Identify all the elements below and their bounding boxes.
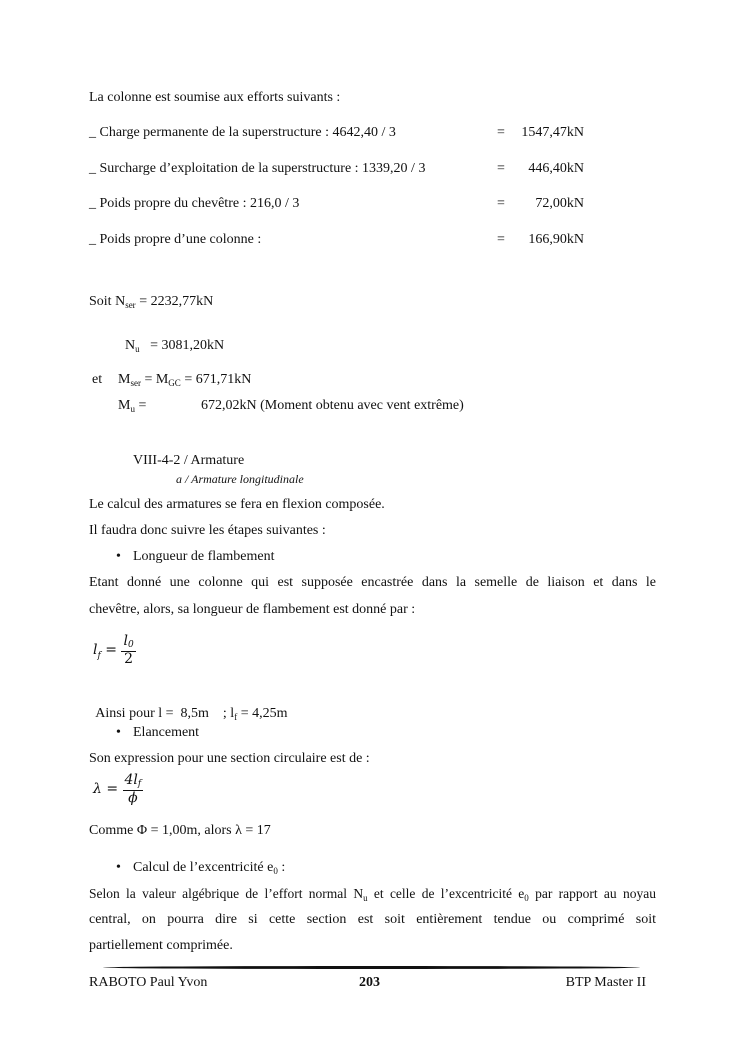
formula-lhs-sub: f bbox=[97, 651, 101, 661]
footer-author: RABOTO Paul Yvon bbox=[89, 975, 208, 990]
nser-value: = 2232,77kN bbox=[135, 294, 214, 309]
mu-m: M bbox=[118, 398, 131, 413]
ainsi-line bbox=[89, 687, 288, 723]
formula-num-sub: 0 bbox=[127, 639, 134, 650]
p5-b: et celle de l’excentricité e bbox=[367, 886, 525, 901]
p5-a: Selon la valeur algébrique de l’effort normal N bbox=[89, 886, 364, 901]
mser-m: M bbox=[118, 372, 131, 387]
paragraph-line: central, on pourra dire si cette section est soit entièrement tendue ou comprimé soit bbox=[89, 912, 656, 927]
formula2-num-sub: f bbox=[137, 778, 142, 789]
load-label: _ Poids propre d’une colonne : bbox=[89, 232, 262, 247]
paragraph-line: partiellement comprimée. bbox=[89, 938, 233, 953]
load-eq: = bbox=[497, 232, 505, 247]
ainsi-b: = 4,25m bbox=[237, 706, 288, 721]
bullet-icon: • bbox=[116, 860, 121, 875]
load-label: _ Surcharge d’exploitation de la superstructure : 1339,20 / 3 bbox=[89, 161, 426, 176]
formula-fraction bbox=[121, 634, 135, 667]
mser-mid: = M bbox=[140, 372, 169, 387]
load-value: 72,00kN bbox=[535, 196, 584, 211]
formula2-denominator: ϕ bbox=[128, 789, 138, 806]
p5-c: par rapport au noyau bbox=[528, 886, 656, 901]
formula-denominator: 2 bbox=[124, 650, 134, 667]
mser-value: = 671,71kN bbox=[180, 372, 252, 387]
mu-eq: = bbox=[134, 398, 147, 413]
paragraph-line bbox=[89, 885, 656, 904]
ainsi-sub: f bbox=[234, 712, 238, 722]
mu-value: 672,02kN (Moment obtenu avec vent extrême) bbox=[201, 398, 464, 413]
nser-prefix: Soit N bbox=[89, 294, 126, 309]
formula-lambda bbox=[93, 772, 143, 806]
bullet-icon: • bbox=[116, 549, 121, 564]
nu-prefix: N bbox=[125, 338, 136, 353]
mgc-sub: GC bbox=[168, 378, 181, 388]
paragraph: Son expression pour une section circulaire est de : bbox=[89, 751, 370, 766]
formula-numerator bbox=[121, 634, 135, 652]
intro-text: La colonne est soumise aux efforts suivants : bbox=[89, 90, 341, 105]
paragraph: Comme Φ = 1,00m, alors λ = 17 bbox=[89, 823, 271, 838]
subsection-title: a / Armature longitudinale bbox=[176, 472, 304, 486]
load-label: _ Poids propre du chevêtre : 216,0 / 3 bbox=[89, 196, 300, 211]
formula-lhs: l bbox=[93, 642, 98, 658]
nu-line bbox=[118, 319, 224, 355]
bullet-icon: • bbox=[116, 725, 121, 740]
ainsi-a: Ainsi pour l = 8,5m ; l bbox=[95, 706, 235, 721]
paragraph: Le calcul des armatures se fera en flexion composée. bbox=[89, 497, 385, 512]
load-value: 1547,47kN bbox=[521, 125, 584, 140]
formula2-eq: = bbox=[101, 781, 119, 797]
nser-sub: ser bbox=[125, 300, 136, 310]
nu-sub: u bbox=[135, 344, 140, 354]
mser-sub: ser bbox=[130, 378, 141, 388]
formula2-fraction bbox=[123, 773, 144, 806]
bullet3-sub: 0 bbox=[273, 866, 278, 876]
formula2-numerator bbox=[123, 773, 144, 791]
formula-lf bbox=[93, 633, 136, 669]
mu-line bbox=[118, 397, 146, 415]
bullet-text: Longueur de flambement bbox=[133, 549, 275, 564]
footer-page-number: 203 bbox=[359, 975, 380, 990]
p5-sub2: 0 bbox=[524, 893, 529, 903]
footer-divider bbox=[103, 966, 640, 969]
nser-line bbox=[89, 293, 213, 311]
formula-num-l: l bbox=[123, 632, 128, 649]
formula2-lhs: λ bbox=[93, 781, 102, 797]
paragraph: Il faudra donc suivre les étapes suivantes : bbox=[89, 523, 326, 538]
nu-value: = 3081,20kN bbox=[139, 338, 225, 353]
p5-sub1: u bbox=[363, 893, 368, 903]
mser-et: et bbox=[92, 372, 103, 387]
footer-course: BTP Master II bbox=[565, 975, 646, 990]
load-eq: = bbox=[497, 196, 505, 211]
formula-eq: = bbox=[100, 642, 118, 658]
load-value: 166,90kN bbox=[528, 232, 584, 247]
load-eq: = bbox=[497, 125, 505, 140]
mser-line bbox=[118, 371, 251, 389]
formula2-num: 4l bbox=[124, 771, 138, 788]
paragraph-line: Etant donné une colonne qui est supposée encastrée dans la semelle de liaison et dans le bbox=[89, 575, 656, 590]
load-label: _ Charge permanente de la superstructure : 4642,40 / 3 bbox=[89, 125, 396, 140]
paragraph-line: chevêtre, alors, sa longueur de flambement est donné par : bbox=[89, 602, 416, 617]
load-eq: = bbox=[497, 161, 505, 176]
bullet-text bbox=[133, 859, 285, 877]
section-title: VIII-4-2 / Armature bbox=[133, 453, 245, 468]
bullet-text: Elancement bbox=[133, 725, 200, 740]
bullet3-b: : bbox=[277, 860, 286, 875]
load-value: 446,40kN bbox=[528, 161, 584, 176]
bullet3-a: Calcul de l’excentricité e bbox=[133, 860, 274, 875]
mu-sub: u bbox=[130, 404, 135, 414]
